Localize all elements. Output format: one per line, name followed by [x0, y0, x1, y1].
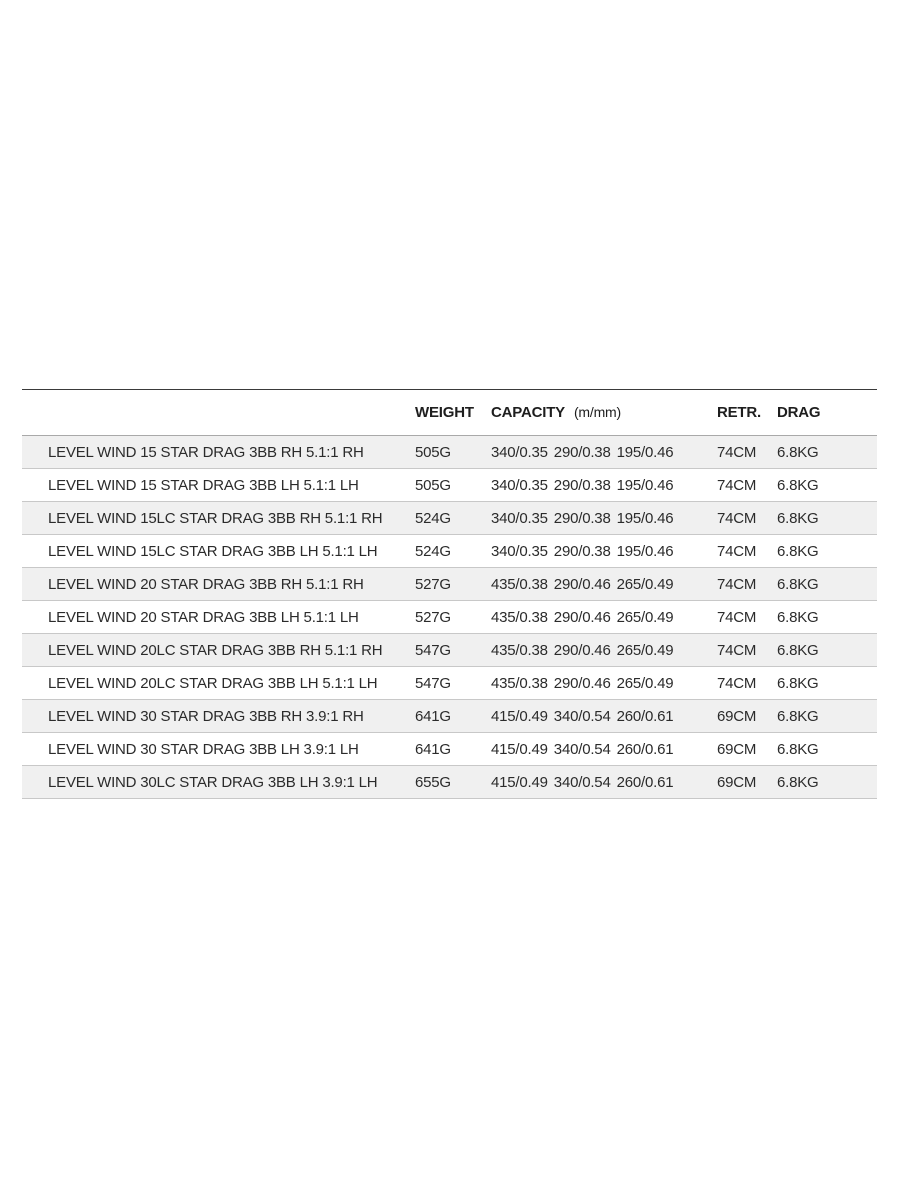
- capacity-value: 340/0.54: [553, 740, 611, 758]
- weight-cell: 505G: [415, 476, 451, 494]
- drag-cell: 6.8KG: [777, 575, 819, 593]
- capacity-value: 340/0.35: [491, 542, 548, 560]
- drag-cell: 6.8KG: [777, 740, 819, 758]
- capacity-value: 265/0.49: [616, 641, 674, 659]
- capacity-value: 415/0.49: [491, 773, 548, 791]
- model-name-cell: LEVEL WIND 30 STAR DRAG 3BB LH 3.9:1 LH: [48, 740, 359, 758]
- drag-cell: 6.8KG: [777, 773, 819, 791]
- capacity-value: 340/0.54: [553, 707, 611, 725]
- capacity-value: 340/0.35: [491, 476, 548, 494]
- weight-cell: 524G: [415, 509, 451, 527]
- capacity-cell: [491, 774, 717, 791]
- table-row: [22, 502, 877, 535]
- header-capacity-label: CAPACITY: [491, 404, 565, 421]
- weight-cell: 547G: [415, 674, 451, 692]
- capacity-cell: [491, 444, 717, 461]
- header-capacity: [491, 404, 717, 421]
- table-row: [22, 733, 877, 766]
- capacity-value: 265/0.49: [616, 575, 674, 593]
- retrieve-cell: 69CM: [717, 773, 757, 791]
- capacity-value: 435/0.38: [491, 608, 548, 626]
- weight-cell: 641G: [415, 707, 451, 725]
- weight-cell: 524G: [415, 542, 451, 560]
- model-name-cell: LEVEL WIND 20 STAR DRAG 3BB LH 5.1:1 LH: [48, 608, 359, 626]
- drag-cell: 6.8KG: [777, 542, 819, 560]
- capacity-value: 265/0.49: [616, 608, 674, 626]
- header-weight: WEIGHT: [415, 404, 474, 421]
- drag-cell: 6.8KG: [777, 476, 819, 494]
- retrieve-cell: 74CM: [717, 509, 757, 527]
- capacity-cell: [491, 609, 717, 626]
- header-drag: DRAG: [777, 404, 821, 421]
- capacity-value: 290/0.46: [553, 641, 611, 659]
- retrieve-cell: 69CM: [717, 740, 757, 758]
- table-row: [22, 535, 877, 568]
- capacity-cell: [491, 741, 717, 758]
- weight-cell: 547G: [415, 641, 451, 659]
- model-name-cell: LEVEL WIND 30LC STAR DRAG 3BB LH 3.9:1 LH: [48, 773, 378, 791]
- table-row: [22, 436, 877, 469]
- capacity-value: 265/0.49: [616, 674, 674, 692]
- capacity-value: 290/0.38: [553, 443, 611, 461]
- header-capacity-unit: (m/mm): [573, 404, 621, 420]
- capacity-value: 195/0.46: [616, 476, 674, 494]
- weight-cell: 505G: [415, 443, 451, 461]
- drag-cell: 6.8KG: [777, 707, 819, 725]
- retrieve-cell: 74CM: [717, 641, 757, 659]
- capacity-value: 290/0.46: [553, 575, 611, 593]
- capacity-value: 415/0.49: [491, 740, 548, 758]
- capacity-cell: [491, 642, 717, 659]
- table-row: [22, 700, 877, 733]
- capacity-value: 340/0.35: [491, 509, 548, 527]
- capacity-value: 340/0.54: [553, 773, 611, 791]
- table-row: [22, 469, 877, 502]
- model-name-cell: LEVEL WIND 15 STAR DRAG 3BB RH 5.1:1 RH: [48, 443, 364, 461]
- table-body: [22, 436, 877, 799]
- capacity-value: 195/0.46: [616, 542, 674, 560]
- capacity-cell: [491, 675, 717, 692]
- header-retr: RETR.: [717, 404, 762, 421]
- model-name-cell: LEVEL WIND 15LC STAR DRAG 3BB RH 5.1:1 RH: [48, 509, 383, 527]
- model-name-cell: LEVEL WIND 20 STAR DRAG 3BB RH 5.1:1 RH: [48, 575, 364, 593]
- drag-cell: 6.8KG: [777, 509, 819, 527]
- table-row: [22, 766, 877, 799]
- capacity-value: 260/0.61: [616, 740, 674, 758]
- table-row: [22, 601, 877, 634]
- capacity-value: 290/0.46: [553, 608, 611, 626]
- drag-cell: 6.8KG: [777, 608, 819, 626]
- retrieve-cell: 74CM: [717, 443, 757, 461]
- model-name-cell: LEVEL WIND 20LC STAR DRAG 3BB LH 5.1:1 LH: [48, 674, 378, 692]
- capacity-value: 435/0.38: [491, 575, 548, 593]
- capacity-value: 435/0.38: [491, 674, 548, 692]
- retrieve-cell: 74CM: [717, 542, 757, 560]
- capacity-value: 195/0.46: [616, 509, 674, 527]
- model-name-cell: LEVEL WIND 30 STAR DRAG 3BB RH 3.9:1 RH: [48, 707, 364, 725]
- retrieve-cell: 74CM: [717, 575, 757, 593]
- weight-cell: 655G: [415, 773, 451, 791]
- capacity-value: 290/0.38: [553, 542, 611, 560]
- capacity-value: 290/0.38: [553, 509, 611, 527]
- spec-table: [22, 389, 877, 799]
- capacity-value: 260/0.61: [616, 773, 674, 791]
- retrieve-cell: 74CM: [717, 608, 757, 626]
- drag-cell: 6.8KG: [777, 443, 819, 461]
- table-row: [22, 568, 877, 601]
- drag-cell: 6.8KG: [777, 641, 819, 659]
- capacity-cell: [491, 576, 717, 593]
- capacity-cell: [491, 477, 717, 494]
- model-name-cell: LEVEL WIND 15LC STAR DRAG 3BB LH 5.1:1 LH: [48, 542, 378, 560]
- capacity-value: 290/0.38: [553, 476, 611, 494]
- model-name-cell: LEVEL WIND 15 STAR DRAG 3BB LH 5.1:1 LH: [48, 476, 359, 494]
- capacity-value: 435/0.38: [491, 641, 548, 659]
- weight-cell: 641G: [415, 740, 451, 758]
- retrieve-cell: 74CM: [717, 476, 757, 494]
- weight-cell: 527G: [415, 575, 451, 593]
- capacity-value: 195/0.46: [616, 443, 674, 461]
- capacity-value: 290/0.46: [553, 674, 611, 692]
- capacity-cell: [491, 510, 717, 527]
- capacity-cell: [491, 543, 717, 560]
- table-row: [22, 634, 877, 667]
- capacity-cell: [491, 708, 717, 725]
- drag-cell: 6.8KG: [777, 674, 819, 692]
- capacity-value: 415/0.49: [491, 707, 548, 725]
- capacity-value: 260/0.61: [616, 707, 674, 725]
- model-name-cell: LEVEL WIND 20LC STAR DRAG 3BB RH 5.1:1 RH: [48, 641, 383, 659]
- weight-cell: 527G: [415, 608, 451, 626]
- table-header-row: [22, 390, 877, 436]
- retrieve-cell: 69CM: [717, 707, 757, 725]
- capacity-value: 340/0.35: [491, 443, 548, 461]
- retrieve-cell: 74CM: [717, 674, 757, 692]
- table-row: [22, 667, 877, 700]
